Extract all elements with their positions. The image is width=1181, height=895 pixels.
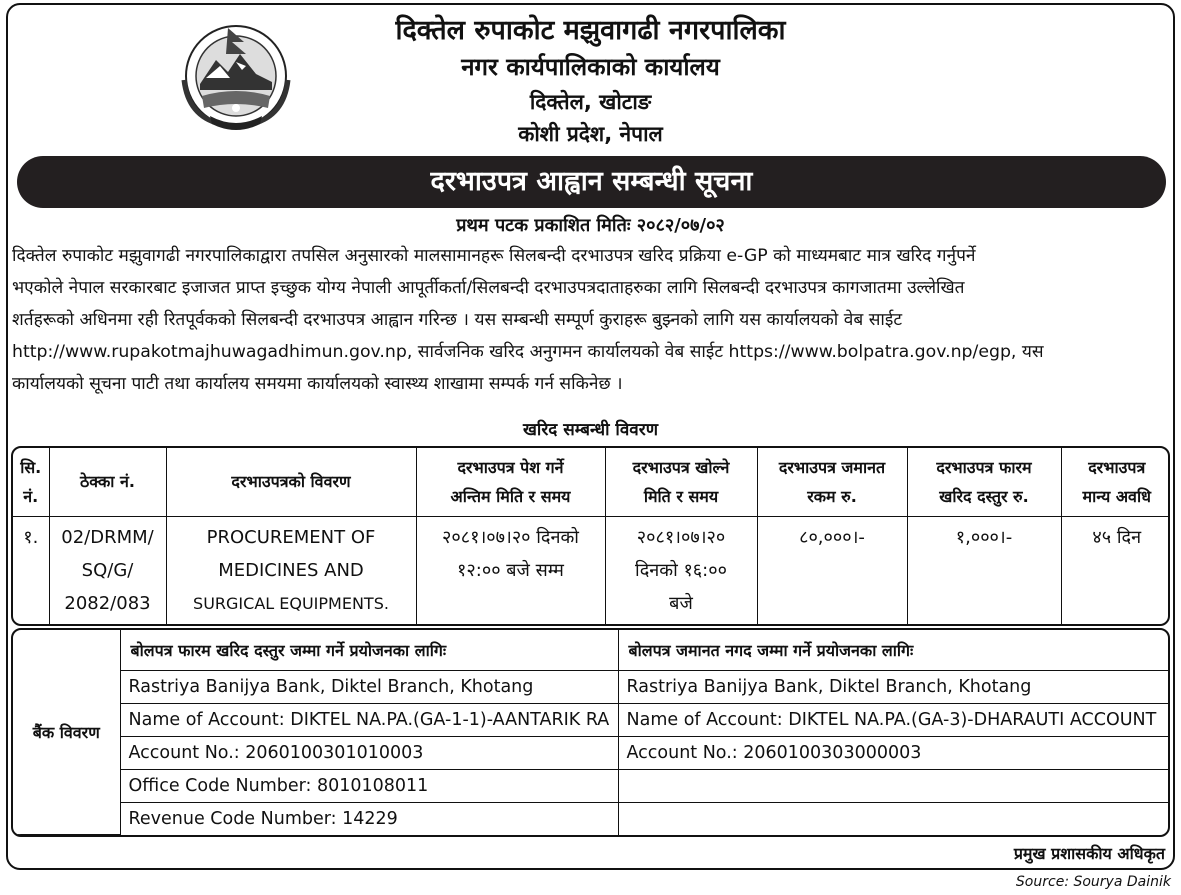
- col-header-opening: दरभाउपत्र खोल्ने मिति र समय: [605, 448, 757, 516]
- col-header-submission: दरभाउपत्र पेश गर्ने अन्तिम मिति र समय: [416, 448, 605, 516]
- bank-col2-bank: Rastriya Banijya Bank, Diktel Branch, Khotang: [618, 670, 1168, 703]
- paragraph-line: http://www.rupakotmajhuwagadhimun.gov.np, सार्वजनिक खरिद अनुगमन कार्यालयको वेब साईट https://www.bolpatra.gov.np/egp, यस: [12, 342, 1044, 362]
- bank-col2-account-name: Name of Account: DIKTEL NA.PA.(GA-3)-DHARAUTI ACCOUNT: [618, 703, 1168, 736]
- cell-submission: २०८१।०७।२० दिनको १२:०० बजे सम्म: [416, 516, 605, 624]
- table-row: [13, 736, 1168, 769]
- procurement-title: खरिद सम्बन्धी विवरण: [523, 420, 658, 440]
- col-header-validity: दरभाउपत्र मान्य अवधि: [1061, 448, 1170, 516]
- cell-validity: ४५ दिन: [1061, 516, 1170, 624]
- bank-col1-office-code: Office Code Number: 8010108011: [120, 769, 618, 802]
- cell-form-fee: १,०००।-: [907, 516, 1061, 624]
- bank-col2-header: बोलपत्र जमानत नगद जम्मा गर्ने प्रयोजनका लागिः: [618, 630, 1168, 670]
- notice-title-banner: दरभाउपत्र आह्वान सम्बन्धी सूचना: [17, 156, 1166, 208]
- paragraph-line: दिक्तेल रुपाकोट मझुवागढी नगरपालिकाद्वारा तपसिल अनुसारको मालसामानहरू सिलबन्दी दरभाउपत्र खरिद प्रक्रिया e-GP को माध्यमबाट मात्र खरिद गर्नुपर्ने: [12, 246, 976, 266]
- cell-opening: २०८१।०७।२० दिनको १६:०० बजे: [605, 516, 757, 624]
- cell-description: PROCUREMENT OF MEDICINES AND SURGICAL EQUIPMENTS.: [166, 516, 416, 624]
- table-row: [13, 670, 1168, 703]
- bank-col1-header: बोलपत्र फारम खरिद दस्तुर जम्मा गर्ने प्रयोजनका लागिः: [120, 630, 618, 670]
- cell-security: ८०,०००।-: [757, 516, 907, 624]
- table-row: [13, 703, 1168, 736]
- municipality-name: दिक्तेल रुपाकोट मझुवागढी नगरपालिका: [395, 15, 786, 46]
- procurement-table: [13, 448, 1170, 624]
- table-header-row: [13, 448, 1170, 516]
- bank-col1-bank: Rastriya Banijya Bank, Diktel Branch, Khotang: [120, 670, 618, 703]
- col-header-contract: ठेक्का नं.: [49, 448, 166, 516]
- paragraph-line: कार्यालयको सूचना पाटी तथा कार्यालय समयमा कार्यालयको स्वास्थ्य शाखामा सम्पर्क गर्न सकिनेछ ।: [12, 374, 623, 394]
- table-row: [13, 516, 1170, 624]
- col-header-form-fee: दरभाउपत्र फारम खरिद दस्तुर रु.: [907, 448, 1061, 516]
- bank-col1-revenue-code: Revenue Code Number: 14229: [120, 802, 618, 835]
- cell-sn: १.: [13, 516, 49, 624]
- office-name: नगर कार्यपालिकाको कार्यालय: [461, 53, 720, 81]
- paragraph-line: भएकोले नेपाल सरकारबाट इजाजत प्राप्त इच्छुक योग्य नेपाली आपूर्तीकर्ता/सिलबन्दी दरभाउपत्रदाताहरुका लागि सिलबन्दी दरभाउपत्र कागजातमा उल्लेखित: [12, 278, 965, 298]
- paragraph-line: शर्तहरूको अधिनमा रही रितपूर्वकको सिलबन्दी दरभाउपत्र आह्वान गरिन्छ । यस सम्बन्धी सम्पूर्ण कुराहरू बुझ्नको लागि यस कार्यालयको वेब साईट: [12, 310, 903, 330]
- office-location: दिक्तेल, खोटाङ: [529, 90, 652, 114]
- publication-date: प्रथम पटक प्रकाशित मितिः २०८२/०७/०२: [456, 215, 725, 236]
- cell-contract-no: 02/DRMM/ SQ/G/ 2082/083: [49, 516, 166, 624]
- province-country: कोशी प्रदेश, नेपाल: [518, 122, 663, 146]
- bank-col2-empty: [618, 769, 1168, 802]
- bank-label: बैंक विवरण: [13, 630, 120, 835]
- procurement-table-box: [11, 446, 1170, 626]
- bank-table: [13, 630, 1168, 835]
- notice-paragraph: [12, 240, 1170, 400]
- col-header-sn: सि. नं.: [13, 448, 49, 516]
- table-row: [13, 802, 1168, 835]
- signatory-title: प्रमुख प्रशासकीय अधिकृत: [1013, 844, 1165, 863]
- bank-col2-empty: [618, 802, 1168, 835]
- bank-header-row: [13, 630, 1168, 670]
- table-row: [13, 769, 1168, 802]
- bank-col1-account-name: Name of Account: DIKTEL NA.PA.(GA-1-1)-AANTARIK RA: [120, 703, 618, 736]
- bank-col1-account-no: Account No.: 2060100301010003: [120, 736, 618, 769]
- col-header-security: दरभाउपत्र जमानत रकम रु.: [757, 448, 907, 516]
- bank-table-box: [11, 628, 1170, 837]
- col-header-description: दरभाउपत्रको विवरण: [166, 448, 416, 516]
- bank-col2-account-no: Account No.: 2060100303000003: [618, 736, 1168, 769]
- source-credit: Source: Sourya Dainik: [1015, 874, 1171, 890]
